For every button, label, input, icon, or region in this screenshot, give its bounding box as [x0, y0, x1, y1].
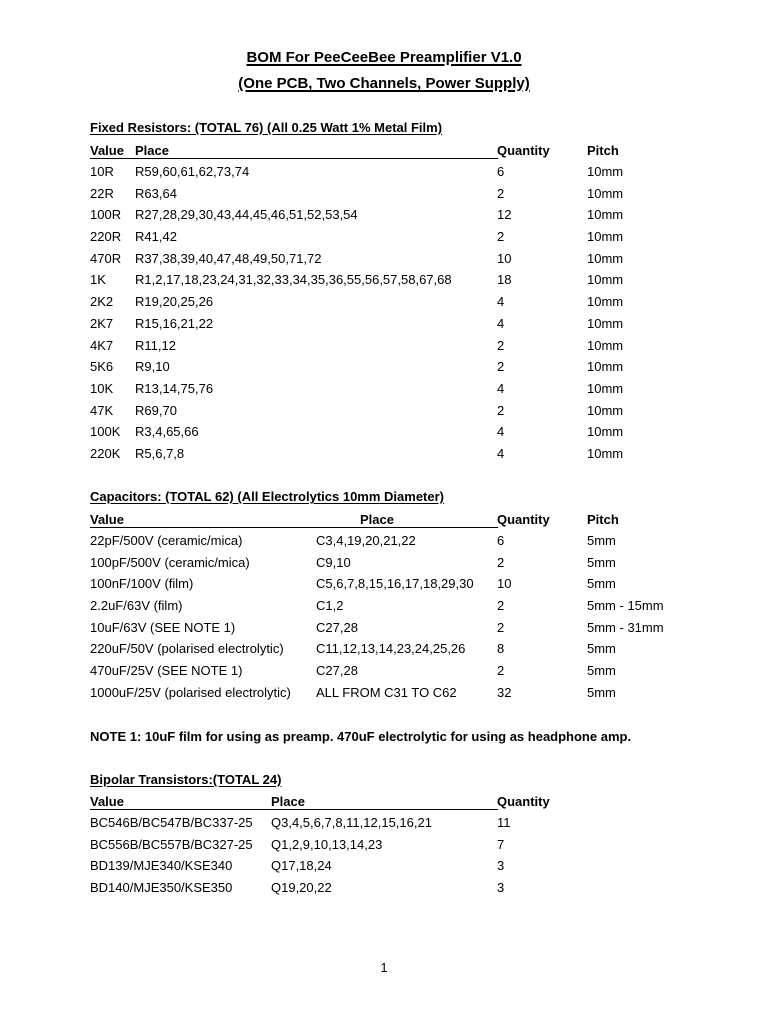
capacitors-table — [90, 511, 664, 702]
transistors-header-row — [90, 793, 550, 810]
cell-pitch: 10mm — [587, 229, 624, 245]
cell-value: 10K — [90, 380, 114, 396]
capacitors-header-row — [90, 511, 619, 528]
cell-value: 220uF/50V (polarised electrolytic) — [90, 641, 284, 657]
cell-pitch: 10mm — [587, 402, 624, 418]
cell-value: 2K7 — [90, 315, 114, 331]
cell-place: R15,16,21,22 — [135, 315, 214, 331]
cell-quantity: 12 — [497, 207, 512, 223]
cell-place: Q1,2,9,10,13,14,23 — [271, 836, 383, 852]
cell-quantity: 11 — [497, 815, 511, 830]
cell-quantity: 2 — [497, 663, 505, 679]
cell-quantity: 3 — [497, 880, 505, 896]
column-header-pitch: Pitch — [587, 143, 619, 158]
column-header-place: Place — [135, 143, 169, 158]
resistors-table — [90, 142, 624, 463]
cell-value: 470R — [90, 250, 122, 266]
table-row — [90, 528, 616, 550]
cell-pitch: 5mm — [587, 663, 616, 679]
cell-pitch: 10mm — [587, 250, 624, 266]
cell-value: 4K7 — [90, 337, 114, 353]
cell-quantity: 6 — [497, 164, 505, 179]
cell-value: 220R — [90, 229, 122, 245]
cell-value: 2K2 — [90, 294, 114, 310]
column-header-pitch: Pitch — [587, 512, 619, 527]
cell-pitch: 5mm — [587, 684, 616, 700]
cell-place: R59,60,61,62,73,74 — [135, 164, 250, 179]
cell-quantity: 7 — [497, 836, 505, 852]
cell-pitch: 5mm — [587, 554, 616, 570]
cell-place: C11,12,13,14,23,24,25,26 — [316, 641, 466, 657]
cell-place: C1,2 — [316, 598, 344, 614]
table-row — [90, 419, 624, 441]
table-row — [90, 267, 624, 289]
table-row — [90, 311, 624, 333]
cell-value: 100K — [90, 424, 121, 440]
cell-value: 100R — [90, 207, 122, 223]
table-row — [90, 376, 624, 398]
column-header-place: Place — [271, 794, 305, 809]
table-row — [90, 246, 624, 268]
cell-place: R13,14,75,76 — [135, 380, 214, 396]
table-row — [90, 354, 624, 376]
table-row — [90, 571, 616, 593]
cell-place: C27,28 — [316, 619, 358, 635]
cell-place: R41,42 — [135, 229, 177, 245]
cell-place: R3,4,65,66 — [135, 424, 199, 440]
cell-place: R1,2,17,18,23,24,31,32,33,34,35,36,55,56,57,58,67,68 — [135, 272, 452, 288]
cell-quantity: 8 — [497, 641, 505, 657]
cell-value: 22pF/500V (ceramic/mica) — [90, 533, 243, 548]
column-header-quantity: Quantity — [497, 794, 550, 809]
cell-pitch: 10mm — [587, 337, 624, 353]
cell-pitch: 10mm — [587, 185, 624, 201]
cell-pitch: 10mm — [587, 294, 624, 310]
document-title: BOM For PeeCeeBee Preamplifier V1.0 — [246, 49, 522, 66]
cell-quantity: 2 — [497, 402, 505, 418]
cell-place: R63,64 — [135, 185, 177, 201]
cell-pitch: 10mm — [587, 164, 624, 179]
cell-quantity: 2 — [497, 337, 505, 353]
table-row — [90, 289, 624, 311]
cell-value: BC556B/BC557B/BC327-25 — [90, 836, 253, 852]
cell-value: BC546B/BC547B/BC337-25 — [90, 815, 253, 830]
cell-pitch: 10mm — [587, 445, 624, 461]
cell-value: 470uF/25V (SEE NOTE 1) — [90, 663, 243, 679]
table-row — [90, 181, 624, 203]
document-subtitle: (One PCB, Two Channels, Power Supply) — [238, 75, 530, 92]
table-row — [90, 658, 616, 680]
capacitors-heading: Capacitors: (TOTAL 62) (All Electrolytics 10mm Diameter) — [90, 489, 444, 504]
resistors-heading: Fixed Resistors: (TOTAL 76) (All 0.25 Watt 1% Metal Film) — [90, 120, 443, 135]
cell-value: BD139/MJE340/KSE340 — [90, 858, 233, 874]
cell-quantity: 10 — [497, 250, 512, 266]
cell-quantity: 2 — [497, 554, 505, 570]
cell-place: Q17,18,24 — [271, 858, 332, 874]
column-header-quantity: Quantity — [497, 512, 550, 527]
cell-quantity: 3 — [497, 858, 505, 874]
table-row — [90, 615, 664, 637]
cell-pitch: 5mm — [587, 641, 616, 657]
cell-quantity: 6 — [497, 533, 505, 548]
cell-quantity: 4 — [497, 315, 505, 331]
cell-place: C3,4,19,20,21,22 — [316, 533, 416, 548]
cell-quantity: 2 — [497, 598, 505, 614]
cell-value: 2.2uF/63V (film) — [90, 598, 183, 614]
cell-value: 1K — [90, 272, 106, 288]
cell-pitch: 10mm — [587, 359, 624, 375]
transistors-table — [90, 793, 550, 897]
cell-value: 47K — [90, 402, 114, 418]
cell-place: C5,6,7,8,15,16,17,18,29,30 — [316, 576, 474, 592]
resistors-header-row — [90, 142, 619, 159]
table-row — [90, 875, 505, 897]
cell-quantity: 2 — [497, 619, 505, 635]
cell-value: 100nF/100V (film) — [90, 576, 194, 592]
table-row — [90, 202, 624, 224]
table-row — [90, 550, 616, 572]
cell-place: R19,20,25,26 — [135, 294, 214, 310]
table-row — [90, 593, 664, 615]
cell-value: 10uF/63V (SEE NOTE 1) — [90, 619, 236, 635]
column-header-value: Value — [90, 143, 124, 158]
table-row — [90, 810, 511, 832]
cell-value: 1000uF/25V (polarised electrolytic) — [90, 684, 291, 700]
table-row — [90, 333, 624, 355]
transistors-heading: Bipolar Transistors:(TOTAL 24) — [90, 772, 282, 787]
cell-place: R27,28,29,30,43,44,45,46,51,52,53,54 — [135, 207, 358, 223]
table-row — [90, 441, 624, 463]
cell-pitch: 5mm — [587, 576, 616, 592]
cell-pitch: 10mm — [587, 380, 624, 396]
table-row — [90, 832, 505, 854]
note-1: NOTE 1: 10uF film for using as preamp. 470uF electrolytic for using as headphone amp. — [90, 729, 632, 744]
cell-value: BD140/MJE350/KSE350 — [90, 880, 233, 896]
cell-value: 100pF/500V (ceramic/mica) — [90, 554, 250, 570]
cell-pitch: 10mm — [587, 315, 624, 331]
page-number: 1 — [380, 960, 388, 975]
cell-place: ALL FROM C31 TO C62 — [316, 684, 457, 700]
cell-value: 220K — [90, 445, 121, 461]
cell-value: 5K6 — [90, 359, 114, 375]
cell-quantity: 4 — [497, 294, 505, 310]
cell-place: C9,10 — [316, 554, 351, 570]
cell-quantity: 32 — [497, 684, 512, 700]
table-row — [90, 159, 624, 181]
cell-quantity: 4 — [497, 445, 505, 461]
table-row — [90, 398, 624, 420]
cell-quantity: 4 — [497, 424, 505, 440]
column-header-value: Value — [90, 794, 124, 809]
column-header-value: Value — [90, 512, 124, 527]
table-row — [90, 224, 624, 246]
table-row — [90, 636, 616, 658]
cell-quantity: 2 — [497, 229, 505, 245]
cell-place: R11,12 — [135, 337, 176, 353]
cell-pitch: 5mm - 31mm — [587, 619, 664, 635]
cell-place: R5,6,7,8 — [135, 445, 185, 461]
cell-value: 22R — [90, 185, 114, 201]
cell-pitch: 10mm — [587, 207, 624, 223]
column-header-place: Place — [360, 512, 394, 527]
cell-pitch: 5mm — [587, 533, 616, 548]
cell-place: R9,10 — [135, 359, 170, 375]
table-row — [90, 680, 616, 702]
cell-quantity: 4 — [497, 380, 505, 396]
cell-pitch: 10mm — [587, 272, 624, 288]
cell-place: Q3,4,5,6,7,8,11,12,15,16,21 — [271, 815, 432, 830]
cell-quantity: 2 — [497, 185, 505, 201]
cell-place: C27,28 — [316, 663, 358, 679]
cell-place: R37,38,39,40,47,48,49,50,71,72 — [135, 250, 322, 266]
cell-value: 10R — [90, 164, 114, 179]
cell-place: R69,70 — [135, 402, 177, 418]
cell-quantity: 18 — [497, 272, 512, 288]
cell-pitch: 5mm - 15mm — [587, 598, 664, 614]
table-row — [90, 853, 505, 875]
column-header-quantity: Quantity — [497, 143, 550, 158]
cell-pitch: 10mm — [587, 424, 624, 440]
cell-quantity: 10 — [497, 576, 512, 592]
cell-place: Q19,20,22 — [271, 880, 332, 896]
cell-quantity: 2 — [497, 359, 505, 375]
